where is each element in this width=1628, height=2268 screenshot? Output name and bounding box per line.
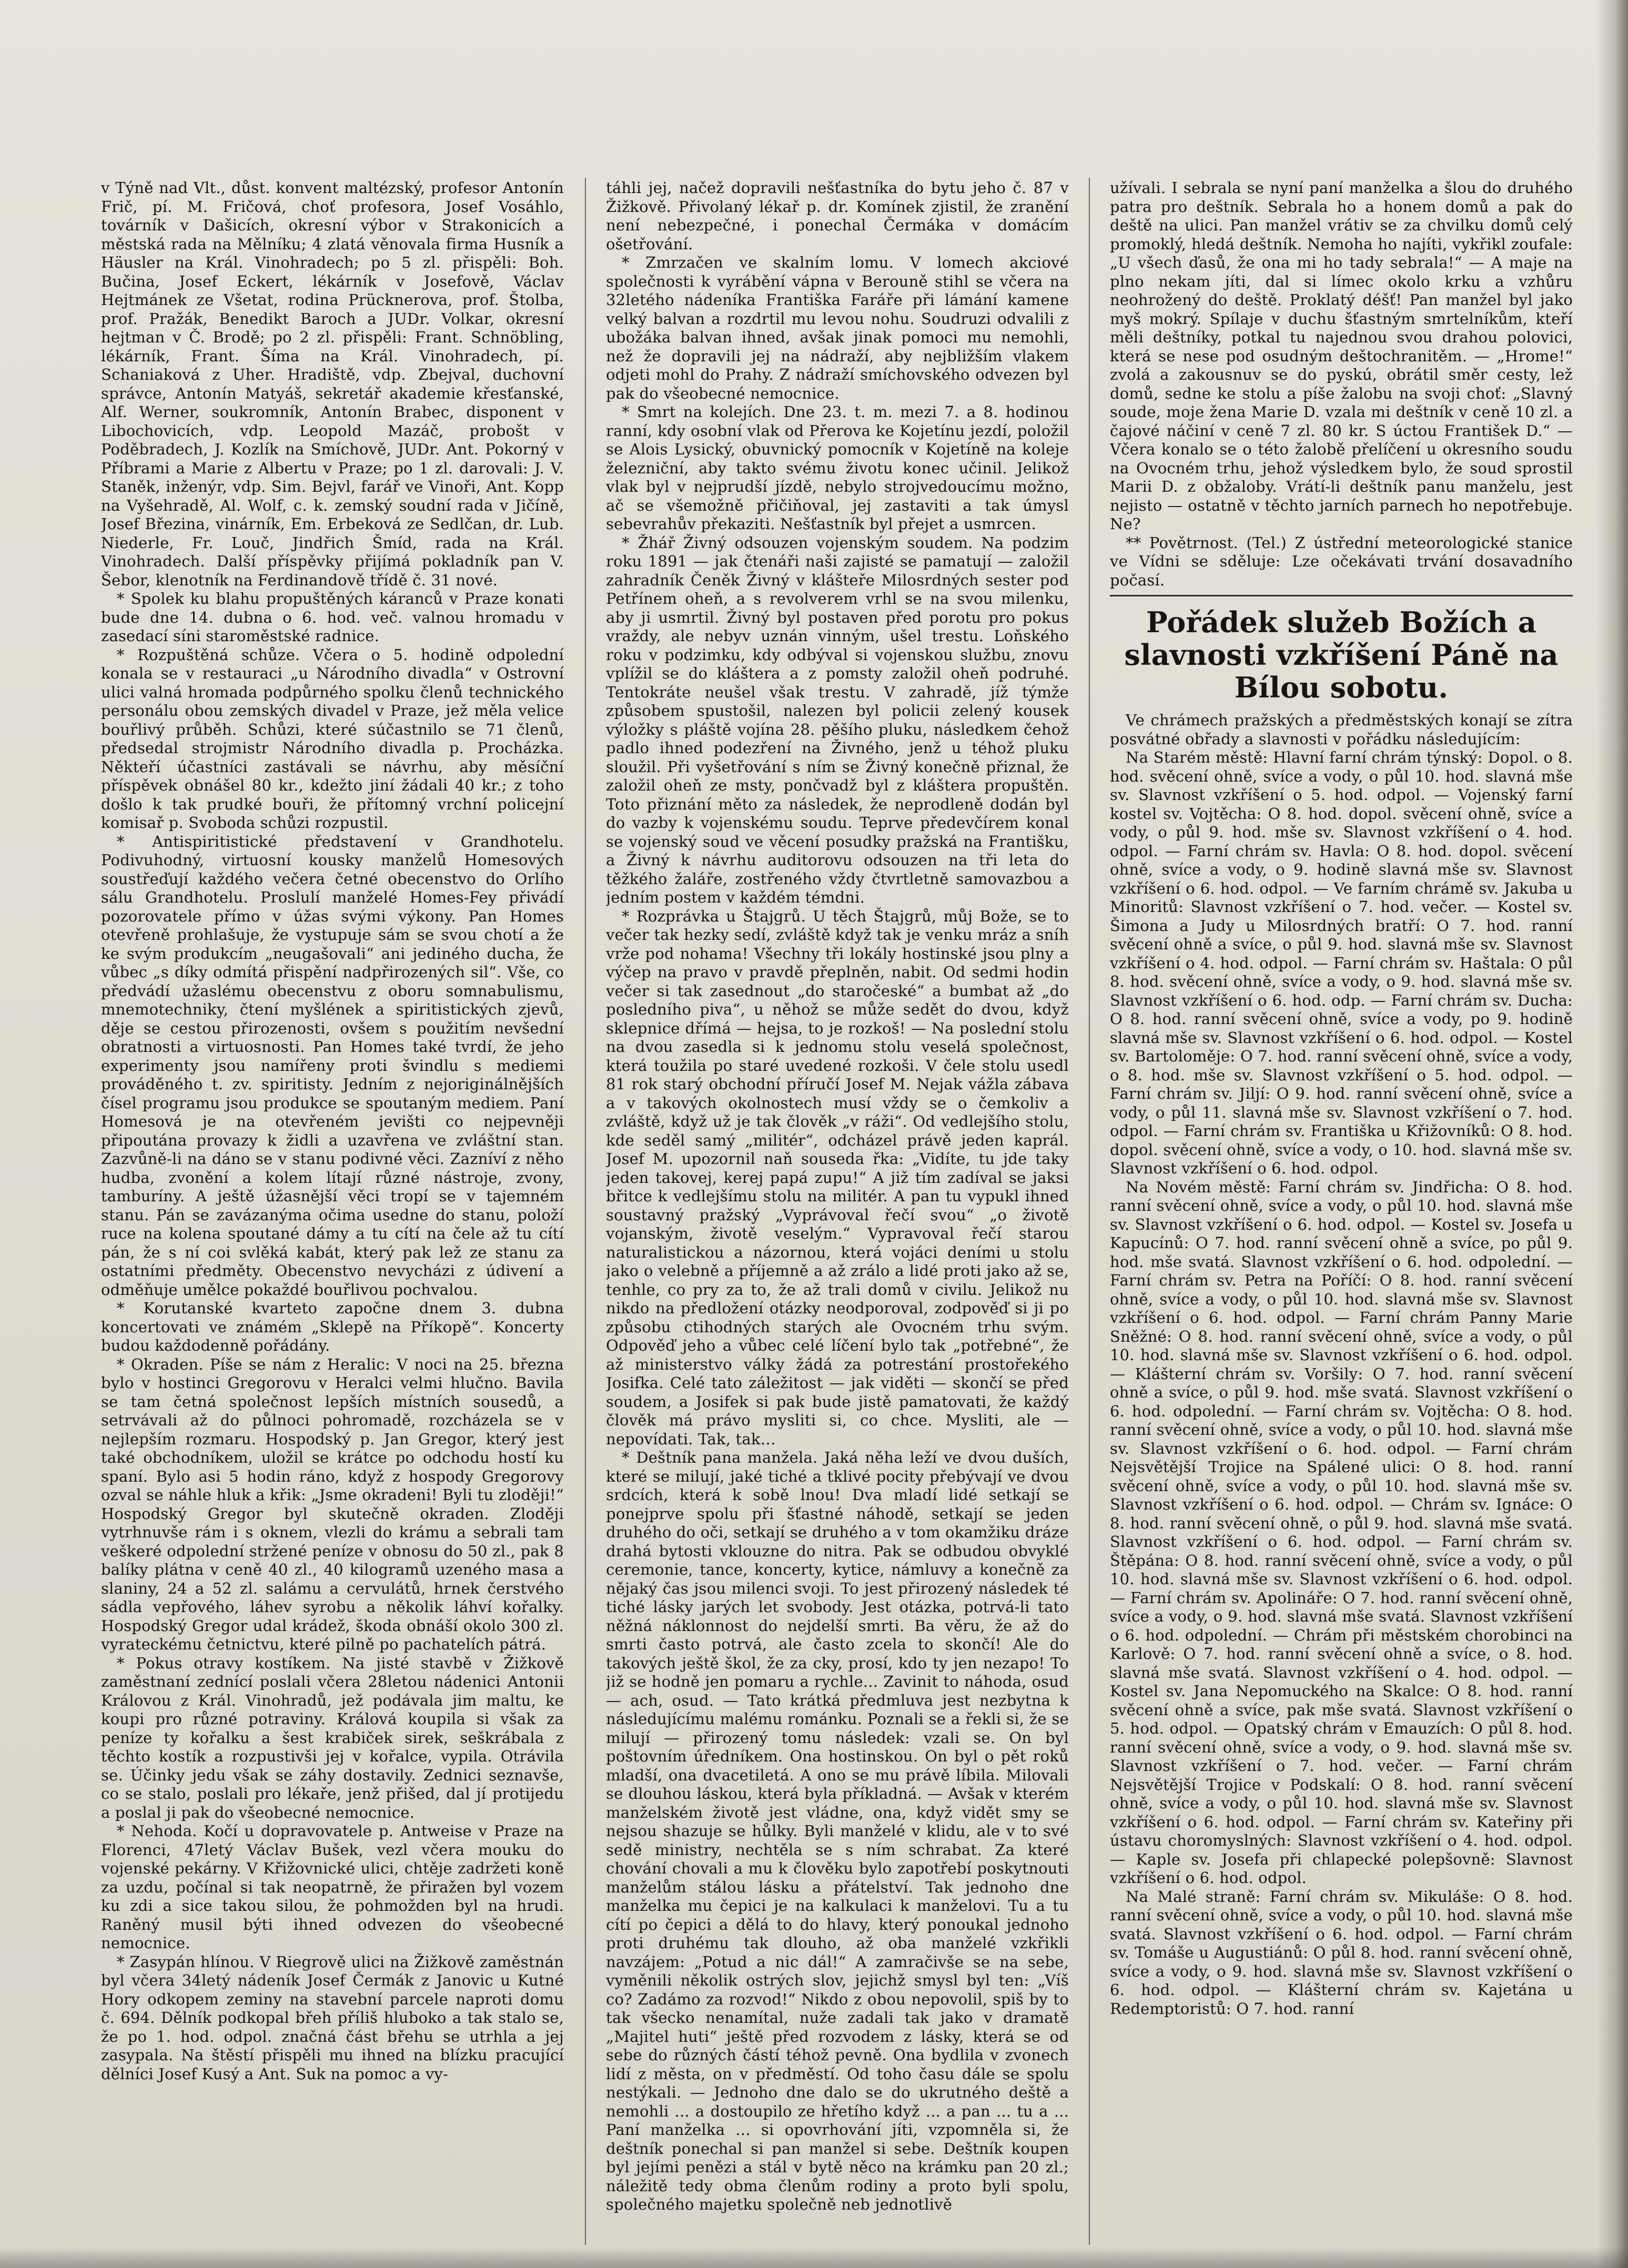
section-intro: Ve chrámech pražských a předměstských konají se zítra posvátné obřady a slavnosti v pořádku následujícím: — [1110, 711, 1573, 748]
article-okraden: * Okraden. Píše se nám z Heralic: V noci na 25. března bylo v hostinci Gregorovu v Heralci velmi hlučno. Bavila se tam četná společnost lepších místních sousedů, a setrvávali až do půlnoci pohromadě, rozcházela se v nejlepším rozmaru. Hospodský p. Jan Gregor, který jest také obchodníkem, uložil se krátce po odchodu hostí ku spaní. Bylo asi 5 hodin ráno, když z hospody Gregorovy ozval se náhle hluk a křik: „Jsme okradeni! Byli tu zloději!“ Hospodský Gregor byl skutečně okraden. Zloději vytrhnuvše rám i s oknem, vlezli do krámu a sebrali tam veškeré odpolední stržené peníze v obnosu do 50 zl., pak 8 balíky plátna v ceně 40 zl., 40 kilogramů uzeného masa a slaniny, 24 a 52 zl. salámu a cervulátů, hrnek čerstvého sádla vepřového, láhev syrobu a několik láhví kořalky. Hospodský Gregor udal krádež, škoda obnáší okolo 300 zl. vyrateckému četnictvu, které pilně po pachatelích pátrá. — [101, 1355, 564, 1653]
article-spolek: * Spolek ku blahu propuštěných káranců v Praze konati bude dne 14. dubna o 6. hod. več. valnou hromadu v zasedací síni staroměstské radnice. — [101, 590, 564, 645]
article-zmrzacen: * Zmrzačen ve skalním lomu. V lomech akciové společnosti k vyrábění vápna v Berouně stihl se včera na 32letého nádeníka Františka Faráře při lámání kamene velký balvan a rozdrtil mu levou nohu. Soudruzi odvalili z ubožáka balvan ihned, avšak jinak pomoci mu nemohli, než že dopravili jej na nádraží, aby nejbližším vlakem odjeti mohl do Prahy. Z nádraží smíchovského odvezen byl pak do všeobecné nemocnice. — [606, 254, 1069, 402]
article-povetrnost: ** Povětrnost. (Tel.) Z ústřední meteorologické stanice ve Vídni se sděluje: Lze očekávati trvání dosavadního počasí. — [1110, 533, 1573, 589]
schedule-stare-mesto: Na Starém městě: Hlavní farní chrám týnský: Dopol. o 8. hod. svěcení ohně, svíce a vody, o půl 10. hod. slavná mše sv. Slavnost vzkříšení o 5. hod. odpol. — Vojenský farní kostel sv. Vojtěcha: O 8. hod. dopol. svěcení ohně, svíce a vody, o půl 9. hod. mše sv. Slavnost vzkříšení o 4. hod. odpol. — Farní chrám sv. Havla: O 8. hod. dopol. svěcení ohně, svíce a vody, o 9. hodině slavná mše sv. Slavnost vzkříšení o 6. hod. odpol. — Ve farním chrámě sv. Jakuba u Minoritů: Slavnost vzkříšení o 7. hod. večer. — Kostel sv. Šimona a Judy u Milosrdných bratří: O 7. hod. ranní svěcení ohně a svíce, o půl 9. hod. slavná mše sv. Slavnost vzkříšení o 4. hod. odpol. — Farní chrám sv. Haštala: O půl 8. hod. svěcení ohně, svíce a vody, o 9. hod. slavná mše sv. Slavnost vzkříšení o 6. hod. odp. — Farní chrám sv. Ducha: O 8. hod. ranní svěcení ohně, svíce a vody, po 9. hodině slavná mše sv. Slavnost vzkříšení o 6. hod. odpol. — Kostel sv. Bartoloměje: O 7. hod. ranní svěcení ohně, svíce a vody, o 8. hod. mše sv. Slavnost vzkříšení o 5. hod. odpol. — Farní chrám sv. Jiljí: O 9. hod. ranní svěcení ohně, svíce a vody, o půl 11. slavná mše sv. Slavnost vzkříšení o 7. hod. odpol. — Farní chrám sv. Františka u Křižovníků: O 8. hod. dopol. svěcení ohně, svíce a vody, o 10. hod. slavná mše sv. Slavnost vzkříšení o 6. hod. odpol. — [1110, 748, 1573, 1177]
schedule-mala-strana: Na Malé straně: Farní chrám sv. Mikuláše: O 8. hod. ranní svěcení ohně, svíce a vody, o půl 10. hod. slavná mše svatá. Slavnost vzkříšení o 6. hod. odpol. — Farní chrám sv. Tomáše u Augustiánů: O půl 8. hod. ranní svěcení ohně, svíce a vody, o 9. hod. slavná mše sv. Slavnost vzkříšení o 6. hod. odpol. — Klášterní chrám sv. Kajetána u Redemptoristů: O 7. hod. ranní — [1110, 1887, 1573, 2018]
column-3 — [1110, 179, 1573, 2246]
article-continuation: táhli jej, načež dopravili nešťastníka do bytu jeho č. 87 v Žižkově. Přivolaný lékař p. dr. Komínek zjistil, že zranění není nebezpečné, i ponechal Čermáka v domácím ošetřování. — [606, 179, 1069, 253]
section-headline: Pořádek služeb Božích a slavnosti vzkříšení Páně na Bílou sobotu. — [1124, 605, 1559, 704]
article-rozpravka: * Rozprávka u Štajgrů. U těch Štajgrů, můj Bože, se to večer tak hezky sedí, zvláště když tak je venku mráz a sníh vrže pod nohama! Všechny tři lokály hostinské jsou plny a výčep na pravo v pravdě přeplněn, nabit. Od sedmi hodin večer si tak zasednout „do staročeské“ a bumbat až „do posledního piva“, u něhož se může sedět do dvou, když sklepnice dřímá — hejsa, to je rozkoš! — Na poslední stolu na dvou zasedla si k jednomu stolu veselá společnost, která toužila po staré uvedené rozkoši. V čele stolu usedl 81 rok starý obchodní příručí Josef M. Nejak vážla zábava a v takových okolnostech musí vždy se o čemkoliv a zvláště, když už je tak člověk „v ráži“. Od vedlejšího stolu, kde seděl samý „militér“, odcházel právě jeden kaprál. Josef M. upozornil naň souseda řka: „Vidíte, tu jde taky jeden takovej, kerej papá zupu!“ A již tím zadíval se jaksi břitce k vedlejšímu stolu na militér. A pan tu vypukl ihned soustavný pražský „Vyprávoval řečí svou“ „o životě vojanským, životě veselým.“ Vypravoval řečí starou naturalistickou a názornou, která vojáci deními u stolu jako o velebně a příjemně a až zrálo a lidé proti jako až se, tenhle, co pry za to, že až trali domů v civilu. Jelikož nu nikdo na předložení otázky neodporoval, zodpověď si ji po způsobu ctihodných starých ale Ovocném trhu svým. Odpověď jeho a vůbec celé líčení bylo tak „potřebné“, že až ministerstvo války žádá za potrestání prostořekého Josifka. Celé tato záležitost — jak viděti — skončí se před soudem, a Josifek si pak bude jistě pamatovati, že každý člověk má právo mysliti si, co chce. Mysliti, ale — nepovídati. Tak, tak… — [606, 907, 1069, 1448]
article-text: v Týně nad Vlt., důst. konvent maltézský, profesor Antonín Frič, pí. M. Fričová, choť profesora, Josef Vosáhlo, továrník v Dašicích, okresní výbor v Strakonicích a městská rada na Mělníku; 4 zlatá věnovala firma Husník a Häusler na Král. Vinohradech; po 5 zl. přispěli: Boh. Bučina, Josef Eckert, lékárník v Josefově, Václav Hejtmánek ze Všetat, rodina Prücknerova, prof. Štolba, prof. Pražák, Benedikt Baroch a JUDr. Volkar, okresní hejtman v Č. Brodě; po 2 zl. přispěli: Frant. Schnöbling, lékárník, Frant. Šíma na Král. Vinohradech, pí. Schaniaková z Uher. Hradiště, vdp. Zbejval, duchovní správce, Antonín Matyáš, sekretář akademie křesťanské, Alf. Werner, soukromník, Antonín Brabec, disponent v Libochovicích, vdp. Leopold Mazáč, probošt v Poděbradech, J. Kozlík na Smíchově, JUDr. Ant. Pokorný v Příbrami a Marie z Albertu v Praze; po 1 zl. darovali: J. V. Staněk, inženýr, vdp. Sim. Bejvl, farář ve Vinoři, Ant. Kopp na Vyšehradě, Al. Wolf, c. k. zemský soudní rada v Jičíně, Josef Březina, vinárník, Em. Erbeková ze Sedlčan, dr. Lub. Niederle, Fr. Louč, Jindřich Šmíd, rada na Král. Vinohradech. Další příspěvky přijímá pokladník pan V. Šebor, klenotník na Ferdinandově třídě č. 31 nové. — [101, 179, 564, 589]
column-2 — [606, 179, 1069, 2246]
article-zhar-zivny: * Žhář Živný odsouzen vojenským soudem. Na podzim roku 1891 — jak čtenáři naši zajisté se pamatují — založil zahradník Čeněk Živný v klášteře Milosrdných sester pod Petřínem oheň, a s revolverem vrhl se na svou milenku, aby ji usmrtil. Živný byl postaven před porotu pro pokus vraždy, ale nebyv uznán vinným, ušel trestu. Loňského roku v podzimku, kdy odbýval si vojenskou službu, znovu vplížil se do kláštera a z pomsty založil oheň podruhé. Tentokráte neušel však trestu. V zahradě, jíž týmže způsobem spustošil, nalezen byl policii zelený kousek výložky s pláště vojína 28. pěšího pluku, následkem čehož padlo ihned podezření na Živného, jenž u téhož pluku sloužil. Při vyšetřování s ním se Živný konečně přiznal, že založil oheň ze msty, pončvadž byl z kláštera propuštěn. Toto přiznání měto za následek, že neprodleně dodán byl do vazby k vojenskému soudu. Teprve předevčírem konal se vojenský soud ve věcení posudky pražská na Františku, a Živný k návrhu auditorovu odsouzen na tři leta do těžkého žaláře, zostřeného vždy čtvrtletně samovazbou a jedním postem v každém témdni. — [606, 533, 1069, 906]
column-1 — [101, 179, 564, 2246]
article-pokus-otravy: * Pokus otravy kostíkem. Na jisté stavbě v Žižkově zaměstnaní zednící poslali včera 28letou nádenici Antonii Královou z Král. Vinohradů, jež podávala jim maltu, ke koupi pro různé potraviny. Králová koupila si však za peníze ty kořalku a šest krabiček sirek, seškrábala z těchto kostík a rozpustivši jej v kořalce, vypila. Otrávila se. Účinky jedu však se záhy dostavily. Zednici seznavše, co se stalo, poslali pro lékaře, jenž přišed, dal jí protijedu a poslal ji pak do všeobecné nemocnice. — [101, 1654, 564, 1821]
column-rule — [1089, 178, 1090, 2245]
page-bottom-shadow — [0, 2247, 1628, 2268]
article-zasypan-hlinou: * Zasypán hlínou. V Riegrově ulici na Žižkově zaměstnán byl včera 34letý nádeník Josef Čermák z Janovic u Kutné Hory odkopem zeminy na stavební parcele naproti domu č. 694. Dělník podkopal břeh příliš hluboko a tak stalo se, že po 1. hod. odpol. značná část břehu se utrhla a jej zasypala. Na štěstí přispěli mu ihned na blízku pracující dělníci Josef Kusý a Ant. Suk na pomoc a vy- — [101, 1952, 564, 2083]
article-rozpustena-schuze: * Rozpuštěná schůze. Včera o 5. hodině odpolední konala se v restauraci „u Národního divadla“ v Ostrovní ulici valná hromada podpůrného spolku členů technického personálu obou zemských divadel v Praze, jež měla velice bouřlivý průběh. Schůzi, které súčastnilo se 71 členů, předsedal strojmistr Národního divadla p. Procházka. Někteří účastníci zastávali se návrhu, aby měsíční příspěvek obnášel 80 kr., kdežto jiní žádali 40 kr.; z toho došlo k tak prudké bouři, že přítomný vrchní policejní komisař p. Svoboda schůzi rozpustil. — [101, 645, 564, 832]
article-korutanske-kvarteto: * Korutanské kvarteto započne dnem 3. dubna koncertovati ve známém „Sklepě na Příkopě“. Koncerty budou každodenně pořádány. — [101, 1299, 564, 1354]
article-destnik: * Deštník pana manžela. Jaká něha leží ve dvou duších, které se milují, jaké tiché a tklivé pocity přebývají ve dvou srdcích, která k sobě lnou! Dva mladí lidé setkají se ponejprve spolu při šťastné náhodě, setkají se jeden druhého do oči, setkají se druhého a v tom okamžiku dráze drahá bytosti vklouzne do nitra. Pak se odbudou obvyklé ceremonie, tance, koncerty, kytice, námluvy a konečně za nějaký čas jsou milenci svoji. To jest přirozený následek té tiché lásky jarých let svobody. Jest otázka, potrvá-li tato něžná náklonnost do nejdelší smrti. Ba věru, že až do smrti často potrvá, ale často zcela to skončí! Ale do takových ještě škol, že za cky, prosí, kdo ty jen nezapo! To již se hodně jen pomaru a rychle... Zavinit to náhoda, osud — ach, osud. — Tato krátká předmluva jest nezbytna k následujícímu malému románku. Poznali se a řekli si, že se milují — přirozený tomu následek: vzali se. On byl poštovním úředníkem. Ona hostinskou. On byl o pět roků mladší, ona dvacetiletá. A ono se mu právě líbila. Milovali se dlouhou láskou, která byla příkladná. — Avšak v kterém manželském životě jest vládne, ona, když vidět smy se nejsou shazuje se hůlky. Byli manželé v klidu, ale v to své sedě ministry, nechtěla se s ním schrabat. Za které chování chovali a mu k člověku bylo zapotřebí poskytnouti manželům stálou lásku a přátelství. Tak jednoho dne manželka mu čepici je na kalkulaci k manželovi. Tu a tu cítí po čepici a dělá to do hlavy, který ponoukal jednoho proti druhému tak dlouho, až oba manželé vzkřikli navzájem: „Potud a nic dál!“ A zamračivše se na sebe, vyměnili několik ostrých slov, jejichž smysl byl ten: „Víš co? Zadámo za rozvod!“ Nikdo z obou nepovolil, spiš by to tak všecko nenamítal, nuže zadali tak jako v dramatě „Majitel huti“ ještě před rozvodem z lásky, která se od sebe do různých částí téhož pevně. Ona bydlila v zvonech lidí z města, on v předměstí. Od toho času dále se spolu nestýkali. — Jednoho dne dalo se do ukrutného deště a nemohli ... a dostoupilo ze hřetího když ... a pan ... tu a ... Paní manželka ... si opovrhování jíti, vzpomněla si, že deštník ponechal si pan manžel si sebe. Deštník koupen byl jejími penězi a stál v bytě něco na krámku pan 20 zl.; náležitě tedy obma členům rodiny a proto byli spolu, společného majetku společně neb jednotlivě — [606, 1449, 1069, 2213]
page-edge-shadow — [1596, 0, 1628, 2268]
column-rule — [585, 178, 586, 2245]
schedule-nove-mesto: Na Novém městě: Farní chrám sv. Jindřicha: O 8. hod. ranní svěcení ohně, svíce a vody, o půl 10. hod. slavná mše sv. Slavnost vzkříšení o 6. hod. odpol. — Kostel sv. Josefa u Kapucínů: O 7. hod. ranní svěcení ohně a svíce, po půl 9. hod. mše svatá. Slavnost vzkříšení o 6. hod. odpolední. — Farní chrám sv. Petra na Poříčí: O 8. hod. ranní svěcení ohně, svíce a vody, o půl 10. hod. slavná mše sv. Slavnost vzkříšení o 6. hod. odpol. — Farní chrám Panny Marie Sněžné: O 8. hod. ranní svěcení ohně, svíce a vody, o půl 10. hod. slavná mše sv. Slavnost vzkříšení o 6. hod. odpol. — Klášterní chrám sv. Voršily: O 7. hod. ranní svěcení ohně a svíce, o půl 9. hod. mše svatá. Slavnost vzkříšení o 6. hod. odpolední. — Farní chrám sv. Vojtěcha: O 8. hod. ranní svěcení ohně, svíce a vody, o půl 10. hod. slavná mše sv. Slavnost vzkříšení o 6. hod. odpol. — Farní chrám Nejsvětější Trojice na Spálené ulici: O 8. hod. ranní svěcení ohně, svíce a vody, o půl 10. hod. slavná mše sv. Slavnost vzkříšení o 6. hod. odpol. — Chrám sv. Ignáce: O 8. hod. ranní svěcení ohně, o půl 9. hod. slavná mše svatá. Slavnost vzkříšení o 6. hod. odpol. — Farní chrám sv. Štěpána: O 8. hod. ranní svěcení ohně, svíce a vody, o půl 10. hod. slavná mše sv. Slavnost vzkříšení o 6. hod. odpol. — Farní chrám sv. Apolináře: O 7. hod. ranní svěcení ohně, svíce a vody, o 9. hod. slavná mše svatá. Slavnost vzkříšení o 6. hod. odpolední. — Chrám při městském chorobinci na Karlově: O 7. hod. ranní svěcení ohně a svíce, o 8. hod. slavná mše svatá. Slavnost vzkříšení o 4. hod. odpol. — Kostel sv. Jana Nepomuckého na Skalce: O 8. hod. ranní svěcení ohně a svíce, pak mše svatá. Slavnost vzkříšení o 5. hod. odpol. — Opatský chrám v Emauzích: O půl 8. hod. ranní svěcení ohně, svíce a vody, o 9. hod. slavná mše sv. Slavnost vzkříšení o 7. hod. večer. — Farní chrám Nejsvětější Trojice v Podskalí: O 8. hod. ranní svěcení ohně, svíce a vody, o půl 10. hod. slavná mše sv. Slavnost vzkříšení o 6. hod. odpol. — Farní chrám sv. Kateřiny při ústavu choromyslných: Slavnost vzkříšení o 4. hod. odpol. — Kaple sv. Josefa při chlapecké polepšovně: Slavnost vzkříšení o 6. hod. odpol. — [1110, 1178, 1573, 1887]
article-antispiritisticke: * Antispiritistické představení v Grandhotelu. Podivuhodný, virtuosní kousky manželů Homesových soustřeďují každého večera četné obecenstvo do Orlího sálu Grandhotelu. Proslulí manželé Homes-Fey přivádí pozorovatele přímo v úžas svými výkony. Pan Homes otevřeně prohlašuje, že vystupuje sám se svou chotí a že ke svým produkcím „neugašovali“ ani jediného ducha, že vůbec „s díky odmítá přispění nadpřirozených sil“. Vše, co předvádí užaslému obecenstvu z oboru somnabulismu, mnemotechniky, čtení myšlének a spiritistických zjevů, děje se cestou přirozenosti, ovšem s použitím nevšední obratnosti a virtuosnosti. Pan Homes také tvrdí, že jeho experimenty jsou namířeny proti švindlu s mediemi prováděného t. zv. spiritisty. Jedním z nejoriginálnějších čísel programu jsou produkce se spoutaným mediem. Paní Homesová je na otevřeném jevišti co nejpevněji připoutána provazy k židli a uzavřena ve zvláštní stan. Zazvůně-li na dáno se v stanu podivné věci. Zazníví z něho hudba, zvonění a kolem lítají různé nástroje, zvony, tamburíny. A ještě úžasnější věci tropí se v tajemném stanu. Pán se zavázanýma očima usedne do stanu, položí ruce na kolena spoutané dámy a tu cítí na čele až tu cítí pán, že s ní coi svlěká kabát, který pak lež ze stanu za ostatními předměty. Obecenstvo nevycházi z údivení a odměňuje umělce pokaždé bouřlivou pochvalou. — [101, 832, 564, 1299]
article-nehoda: * Nehoda. Kočí u dopravovatele p. Antweise v Praze na Florenci, 47letý Václav Bušek, vezl včera mouku do vojenské pekárny. V Křižovnické ulici, chtěje zadržeti koně za uzdu, počínal si tak neopatrně, že přiražen byl vozem ku zdi a sice takou silou, že pohmožden byl na hrudi. Raněný musil býti ihned odvezen do všeobecné nemocnice. — [101, 1822, 564, 1952]
article-continuation: užívali. I sebrala se nyní paní manželka a šlou do druhého patra pro deštník. Sebrala ho a honem domů a pak do deště na ulici. Pan manžel vrátiv se za chvilku domů celý promoklý, hledá deštník. Nemoha ho najíti, vykřikl zoufale: „U všech ďasů, že ona mi ho tady sebrala!“ — A maje na plno nekam jíti, dal si límec okolo krku a vzhůru neohrožený do deště. Proklatý déšť! Pan manžel byl jako myš mokrý. Spílaje v duchu šťastným smrtelníkům, kteří měli deštníky, potkal tu najednou svou drahou polovici, která se nese pod osudným deštochranitěm. — „Hrome!“ zvolá a zakousnuv se do pyskú, obrátil směr cesty, lež domů, sedne ke stolu a píše žalobu na svoji choť: „Slavný soude, moje žena Marie D. vzala mi deštník v ceně 10 zl. a čajové náčiní v ceně 7 zl. 80 kr. S úctou František D.“ — Včera konalo se o této žalobě přelíčení u okresního soudu na Ovocném trhu, jehož výsledkem bylo, že soud sprostil Marii D. z obžaloby. Vrátí-li deštník panu manželu, jest nejisto — ostatně v těchto jarních parnech ho nepotřebuje. Ne? — [1110, 179, 1573, 533]
article-smrt-na-kolejich: * Smrt na kolejích. Dne 23. t. m. mezi 7. a 8. hodinou ranní, kdy osobní vlak od Přerova ke Kojetínu jezdí, položil se Alois Lysický, obuvnický pomocník v Kojetíně na koleje železniční, aby takto svému životu konec učinil. Jelikož vlak byl v nejprudší jízdě, nebylo strojvedoucímu možno, ač se všemožně přičiňoval, jej zastaviti a tak úmysl sebevrahův překaziti. Nešťastník byl přejet a usmrcen. — [606, 403, 1069, 533]
section-divider — [1110, 595, 1573, 596]
